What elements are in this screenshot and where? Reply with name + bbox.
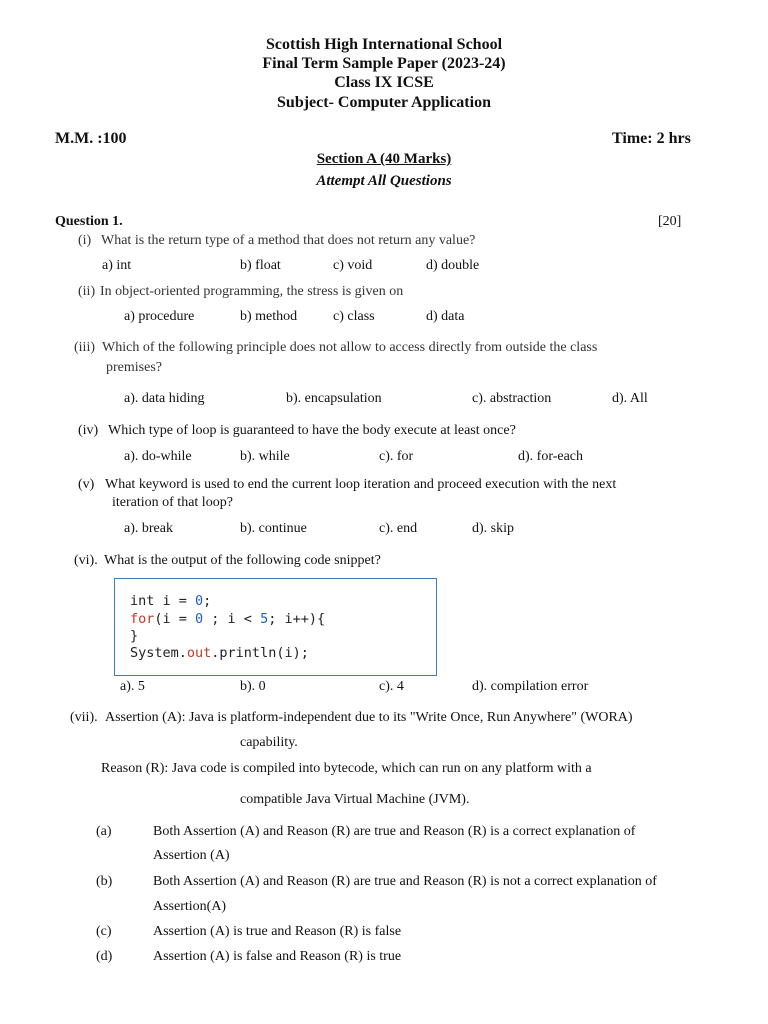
code-line: for(i = 0 ; i < 5; i++){ (130, 611, 326, 627)
reason-text: Reason (R): Java code is compiled into bytecode, which can run on any platform with a (101, 761, 592, 776)
assertion-text: Assertion (A): Java is platform-independent due to its "Write Once, Run Anywhere" (WORA) (105, 710, 633, 725)
choice-text: Assertion (A) is false and Reason (R) is true (153, 949, 402, 964)
class-title: Class IX ICSE (334, 74, 434, 91)
school-name: Scottish High International School (265, 36, 503, 53)
item-number: (v) (78, 477, 95, 492)
choice-text: Both Assertion (A) and Reason (R) are true and Reason (R) is not a correct explanation of (153, 874, 657, 889)
question-text: What is the return type of a method that does not return any value? (101, 233, 476, 248)
code-line: int i = 0; (130, 593, 212, 609)
option: a). do-while (124, 449, 192, 464)
assertion-text-cont: capability. (240, 735, 298, 750)
option: c) void (333, 258, 373, 273)
option: d) data (426, 309, 465, 324)
code-line: System.out.println(i); (130, 645, 309, 661)
item-number: (ii) (78, 284, 96, 299)
option: a) int (102, 258, 132, 273)
option: d). compilation error (472, 679, 589, 694)
question-text-cont: premises? (106, 360, 162, 375)
choice-label: (a) (96, 824, 112, 839)
option: c). 4 (379, 679, 404, 694)
option: a). 5 (120, 679, 145, 694)
time-allowed: Time: 2 hrs (612, 130, 691, 147)
option: d). All (612, 391, 648, 406)
question-text: Which of the following principle does not allow to access directly from outside the class (102, 340, 598, 355)
option: b). 0 (240, 679, 266, 694)
choice-label: (d) (96, 949, 113, 964)
choice-text: Both Assertion (A) and Reason (R) are true and Reason (R) is a correct explanation of (153, 824, 636, 839)
item-number: (iii) (74, 340, 95, 355)
option: b). continue (240, 521, 307, 536)
option: c). for (379, 449, 414, 464)
question-text-cont: iteration of that loop? (112, 495, 233, 510)
option: a). break (124, 521, 173, 536)
option: b). encapsulation (286, 391, 382, 406)
reason-text-cont: compatible Java Virtual Machine (JVM). (240, 792, 470, 807)
question-text: What keyword is used to end the current loop iteration and proceed execution with the next (105, 477, 617, 492)
subject-title: Subject- Computer Application (277, 94, 491, 111)
option: b) float (240, 258, 281, 273)
option: a) procedure (124, 309, 195, 324)
choice-label: (c) (96, 924, 112, 939)
option: d). for-each (518, 449, 584, 464)
question-text: What is the output of the following code snippet? (104, 553, 381, 568)
option: d). skip (472, 521, 514, 536)
item-number: (vi). (74, 553, 98, 568)
question-marks: [20] (658, 214, 682, 229)
option: c) class (333, 309, 375, 324)
code-line: } (130, 628, 139, 644)
option: a). data hiding (124, 391, 205, 406)
max-marks: M.M. :100 (55, 130, 127, 147)
option: b). while (240, 449, 290, 464)
section-instruction: Attempt All Questions (316, 173, 452, 189)
item-number: (iv) (78, 423, 99, 438)
option: c). end (379, 521, 418, 536)
choice-label: (b) (96, 874, 113, 889)
question-text: In object-oriented programming, the stress is given on (100, 284, 404, 299)
choice-text-cont: Assertion(A) (153, 899, 227, 914)
item-number: (i) (78, 233, 92, 248)
paper-title: Final Term Sample Paper (2023-24) (262, 55, 506, 72)
choice-text-cont: Assertion (A) (153, 848, 230, 863)
option: c). abstraction (472, 391, 552, 406)
option: b) method (240, 309, 298, 324)
item-number: (vii). (70, 710, 98, 725)
choice-text: Assertion (A) is true and Reason (R) is false (153, 924, 402, 939)
section-title: Section A (40 Marks) (316, 151, 452, 167)
option: d) double (426, 258, 480, 273)
question-label: Question 1. (55, 214, 123, 229)
question-text: Which type of loop is guaranteed to have the body execute at least once? (108, 423, 516, 438)
